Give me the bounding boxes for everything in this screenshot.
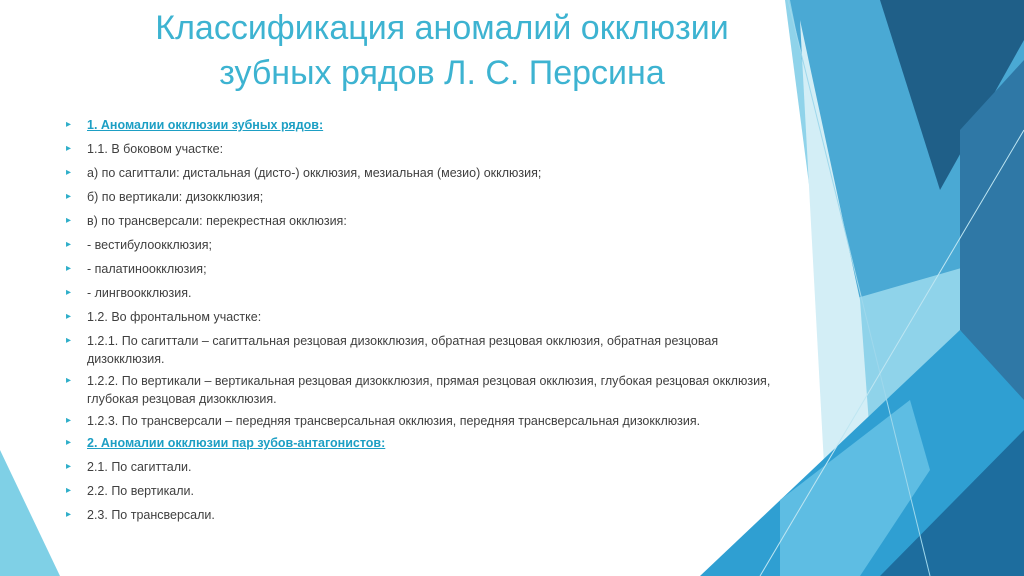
list-heading-label: 2. Аномалии окклюзии пар зубов-антагонистов: — [87, 436, 386, 450]
list-item-heading-2 — [66, 434, 786, 452]
list-heading-label: 1. Аномалии окклюзии зубных рядов: — [87, 118, 324, 132]
triangle-bullet-icon: ▸ — [66, 415, 72, 426]
list-item-label: - палатиноокклюзия; — [87, 262, 207, 276]
list-item — [66, 236, 786, 254]
triangle-bullet-icon: ▸ — [66, 311, 72, 322]
list-item-label: 1.2.3. По трансверсали – передняя трансверсальная окклюзия, передняя трансверсальная дизокклюзия. — [87, 414, 701, 428]
list-item — [66, 164, 786, 182]
list-item-label: а) по сагиттали: дистальная (дисто-) окклюзия, мезиальная (мезио) окклюзия; — [87, 166, 542, 180]
list-item — [66, 458, 786, 476]
list-item-label: - лингвоокклюзия. — [87, 286, 192, 300]
list-item — [66, 412, 786, 430]
list-item — [66, 284, 786, 302]
triangle-bullet-icon: ▸ — [66, 191, 72, 202]
triangle-bullet-icon: ▸ — [66, 461, 72, 472]
triangle-bullet-icon: ▸ — [66, 263, 72, 274]
list-item-label: 2.2. По вертикали. — [87, 484, 195, 498]
list-item-label: 2.3. По трансверсали. — [87, 508, 215, 522]
list-item — [66, 212, 786, 230]
list-item — [66, 260, 786, 278]
triangle-bullet-icon: ▸ — [66, 215, 72, 226]
slide-title — [92, 6, 792, 96]
list-item-label: 1.2. Во фронтальном участке: — [87, 310, 262, 324]
triangle-bullet-icon: ▸ — [66, 239, 72, 250]
classification-list — [66, 116, 786, 524]
list-item-label: в) по трансверсали: перекрестная окклюзия: — [87, 214, 347, 228]
list-item-label: - вестибулоокклюзия; — [87, 238, 212, 252]
list-item-label: 2.1. По сагиттали. — [87, 460, 192, 474]
list-item — [66, 482, 786, 500]
triangle-bullet-icon: ▸ — [66, 119, 72, 130]
list-item — [66, 188, 786, 206]
triangle-bullet-icon: ▸ — [66, 287, 72, 298]
list-item-label: б) по вертикали: дизокклюзия; — [87, 190, 264, 204]
slide-title-line1: Классификация аномалий окклюзии — [155, 9, 729, 47]
triangle-bullet-icon: ▸ — [66, 375, 72, 386]
triangle-bullet-icon: ▸ — [66, 485, 72, 496]
list-item-label: 1.2.1. По сагиттали – сагиттальная резцовая дизокклюзия, обратная резцовая окклюзия, обратная резцовая дизокклюзия. — [87, 334, 719, 366]
list-item-label: 1.1. В боковом участке: — [87, 142, 224, 156]
list-item-label: 1.2.2. По вертикали – вертикальная резцовая дизокклюзия, прямая резцовая окклюзия, глубокая резцовая окклюзия, глубокая резцовая дизокклюзия. — [87, 374, 771, 406]
slide-title-line2: зубных рядов Л. С. Персина — [219, 54, 665, 92]
triangle-bullet-icon: ▸ — [66, 143, 72, 154]
triangle-bullet-icon: ▸ — [66, 335, 72, 346]
triangle-bullet-icon: ▸ — [66, 437, 72, 448]
triangle-bullet-icon: ▸ — [66, 509, 72, 520]
list-item — [66, 140, 786, 158]
list-item — [66, 308, 786, 326]
triangle-bullet-icon: ▸ — [66, 167, 72, 178]
facet-light-left — [0, 450, 60, 576]
list-item — [66, 332, 786, 368]
list-item — [66, 372, 786, 408]
list-item — [66, 506, 786, 524]
list-item-heading-1 — [66, 116, 786, 134]
